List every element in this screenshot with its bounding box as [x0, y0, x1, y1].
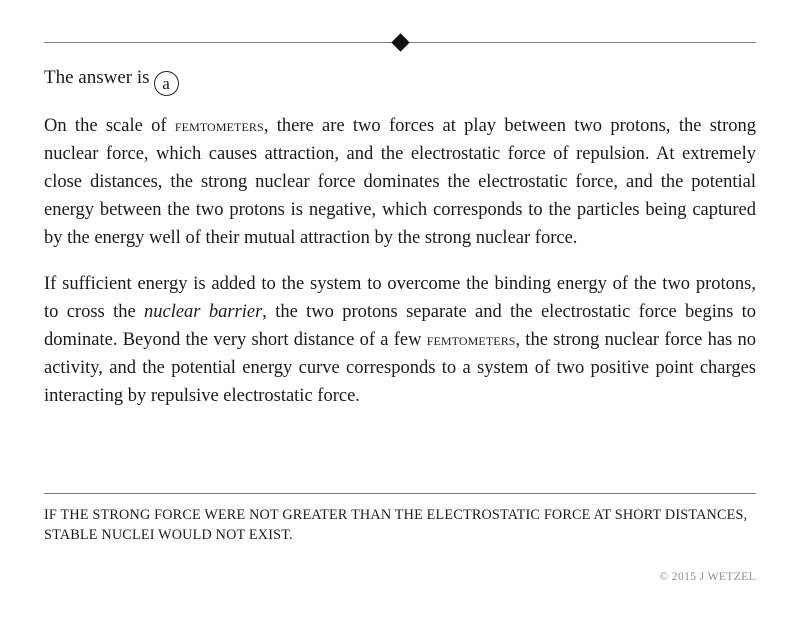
term-small-caps: femtometers, — [426, 328, 521, 349]
footnote-text: IF THE STRONG FORCE WERE NOT GREATER THAN THE ELECTROSTATIC FORCE AT SHORT DISTANCES, STABLE NUCLEI WOULD NOT EXIST. — [44, 506, 748, 543]
paragraph-2 — [44, 270, 756, 411]
text-run: , the two protons separate and the electrostatic force begins to dominate. Beyond the very short distance of a few — [44, 301, 756, 350]
footer — [44, 493, 756, 583]
diamond-ornament-icon — [391, 33, 409, 51]
text-run: If sufficient energy is added to the system to overcome the binding energy of the two protons, to cross the — [44, 273, 756, 322]
answer-line — [44, 66, 756, 96]
text-run: , there are two forces at play between two protons, the strong nuclear force, which causes attraction, and the electrostatic force of repulsion. At extremely close distances, the strong nuclear force dominates the electrostatic force, and the potential energy between the two protons is negative, which corresponds to the particles being captured by the energy well of their mutual attraction by the strong nuclear force. — [44, 116, 756, 249]
body-text — [44, 112, 756, 410]
text-run: On the scale of — [44, 116, 175, 136]
paragraph-1 — [44, 112, 756, 253]
answer-prefix-text: The answer is — [44, 67, 150, 88]
term-emphasis: nuclear barrier — [144, 301, 263, 322]
text-run: the strong nuclear force has no activity, and the potential energy curve corresponds to a system of two positive point charges interacting by repulsive electrostatic force. — [44, 329, 756, 406]
answer-choice-badge: a — [154, 71, 179, 96]
term-small-caps: femtometers — [174, 115, 264, 135]
copyright-text: © 2015 J WETZEL — [659, 571, 756, 583]
header-divider — [44, 24, 756, 64]
footer-rule — [44, 493, 756, 494]
